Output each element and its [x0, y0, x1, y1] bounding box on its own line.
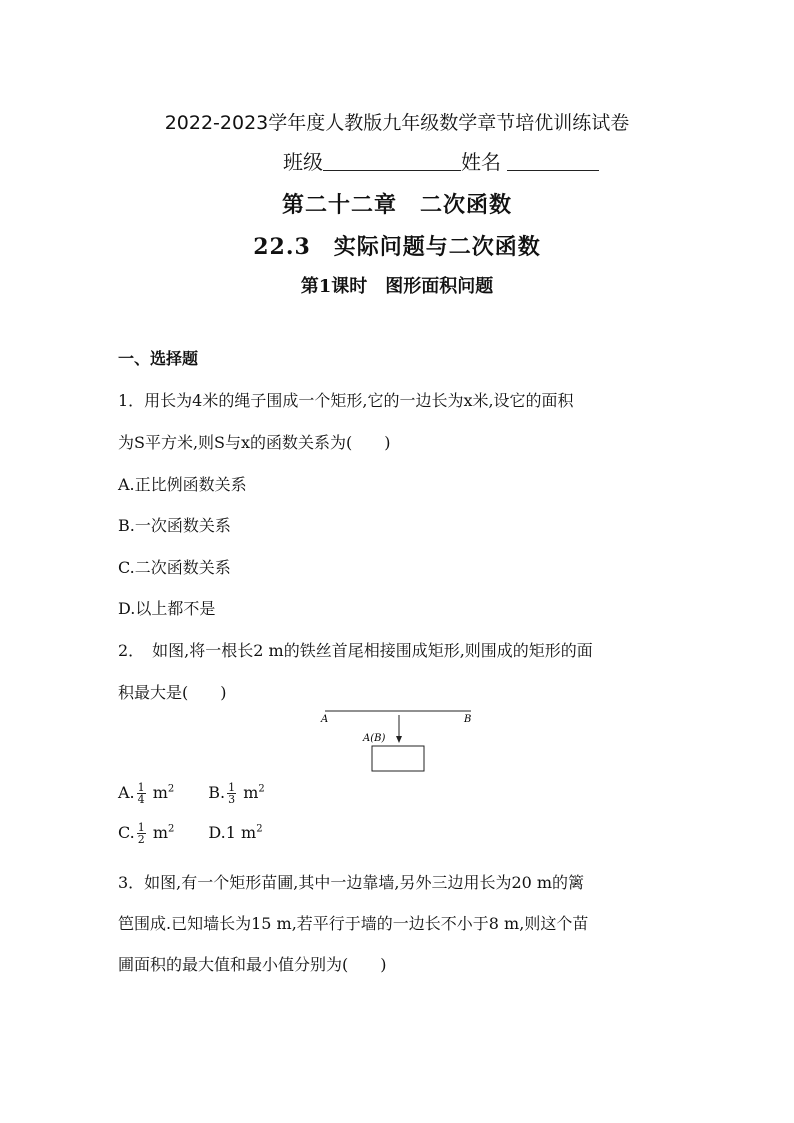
q2-options-cd	[118, 822, 263, 845]
q2-option-b-fraction	[227, 782, 236, 805]
q2-option-c-denominator: 2	[137, 833, 145, 846]
lesson-heading: 第1课时 图形面积问题	[300, 276, 494, 297]
q2-figure	[318, 705, 480, 775]
q2-option-d-text: D.1 m	[208, 823, 257, 842]
q2-option-a-numerator: 1	[137, 781, 145, 794]
label-b: B	[464, 714, 472, 725]
q1-option-a: A.正比例函数关系	[118, 475, 247, 494]
q1-option-d: D.以上都不是	[118, 599, 216, 618]
q2-line1: 2． 如图,将一根长2 m的铁丝首尾相接围成矩形,则围成的矩形的面	[118, 641, 593, 660]
class-blank[interactable]	[323, 152, 461, 171]
label-ab: A(B)	[363, 733, 386, 744]
label-a: A	[321, 714, 329, 725]
q3-line3: 圃面积的最大值和最小值分别为( )	[118, 955, 387, 974]
section-heading: 22.3 实际问题与二次函数	[253, 234, 541, 260]
class-label: 班级	[283, 150, 323, 174]
q2-option-a-unit-exp: 2	[167, 783, 175, 795]
q2-option-b-prefix: B.	[208, 783, 226, 802]
name-label: 姓名	[461, 150, 501, 174]
q3-line2: 笆围成.已知墙长为15 m,若平行于墙的一边长不小于8 m,则这个苗	[118, 914, 589, 933]
q2-option-a-unit: m	[152, 783, 168, 802]
q2-options-ab	[118, 782, 265, 805]
q3-line1: 3．如图,有一个矩形苗圃,其中一边靠墙,另外三边用长为20 m的篱	[118, 873, 585, 892]
q2-option-a-fraction	[137, 782, 146, 805]
q2-option-c-unit-exp: 2	[168, 823, 175, 835]
class-name-line	[283, 146, 599, 175]
q2-option-b-numerator: 1	[228, 781, 236, 794]
rectangle-shape	[372, 746, 424, 771]
q1-option-c: C.二次函数关系	[118, 558, 231, 577]
choice-section-heading: 一、选择题	[118, 349, 199, 368]
q2-option-b-unit: m	[243, 783, 259, 802]
exam-title: 2022-2023学年度人教版九年级数学章节培优训练试卷	[164, 112, 630, 134]
q2-option-a-prefix: A.	[118, 783, 135, 802]
q2-option-d-unit-exp: 2	[256, 823, 263, 835]
arrow-down-icon	[396, 736, 402, 743]
q1-line2: 为S平方米,则S与x的函数关系为( )	[118, 433, 391, 452]
q2-option-c-prefix: C.	[118, 823, 135, 842]
q2-line2: 积最大是( )	[118, 683, 227, 702]
q2-option-b-unit-exp: 2	[258, 783, 265, 795]
chapter-heading: 第二十二章 二次函数	[281, 192, 512, 218]
q2-option-a-denominator: 4	[137, 793, 145, 806]
q2-option-b-denominator: 3	[228, 793, 236, 806]
q2-option-c-unit: m	[152, 823, 169, 842]
q1-line1: 1．用长为4米的绳子围成一个矩形,它的一边长为x米,设它的面积	[118, 391, 574, 410]
q2-option-c-fraction	[137, 822, 146, 845]
name-blank[interactable]	[507, 152, 599, 171]
q1-option-b: B.一次函数关系	[118, 516, 231, 535]
q2-option-c-numerator: 1	[137, 821, 145, 834]
